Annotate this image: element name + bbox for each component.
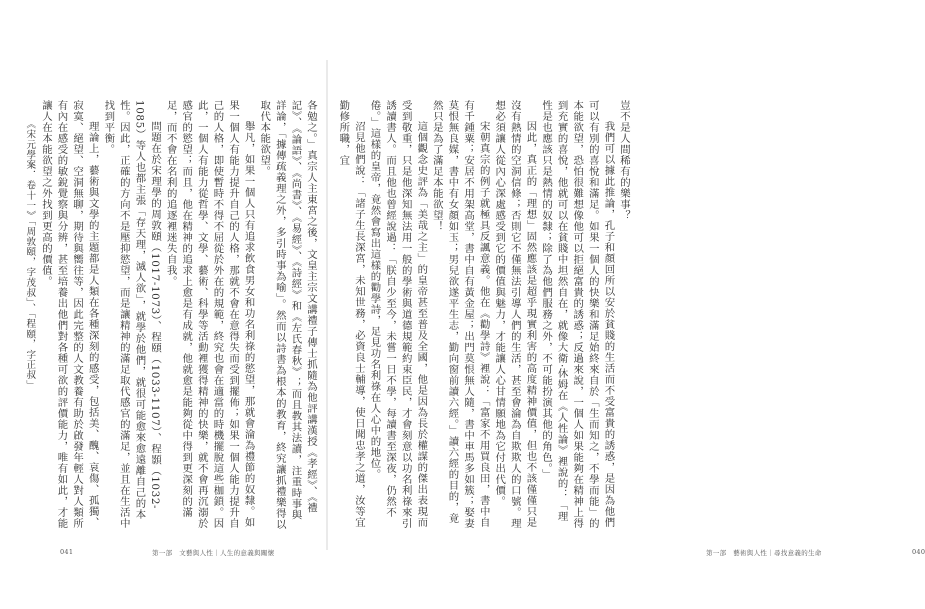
paragraph: 各勉之。」真宗人主東宮之後，文皇主宗文講禮子傳士抓隨為他評講漢授《孝經》、《禮記》、《論語》、《尚書》、《易經》、《詩經》和《左氏春秋》；而且教其法讀，注重時事與詳論，「據傳疏義理之外，多引時事為喻」。然而以詩書為根本的教育，終究讓抓禮樂得以取代本能欲望。 [258, 100, 317, 530]
right-page-body [337, 100, 631, 530]
paragraph: 宋朝真宗的例子就極具反諷意義。他在《勸學詩》裡說：「富家不用買良田，書中自有千鍾粟；安居不用架高堂，書中自有黃金屋；出門莫恨無人隨，書中車馬多如簇；娶妻莫恨無良媒，書中有女顏如玉；男兒欲遂平生志，勤向窗前讀六經。」讀六經的目的，竟然只是為了滿足本能欲望！ [430, 100, 490, 529]
running-head: 第一部 文藝與人性｜人生的意義與關懷 [152, 549, 275, 557]
paragraph: 因此，真正的「理想」固然應該是超乎現實利害的高度精神價值，但也不該僅僅只是沒有熱情的空洞信條；否則它不僅無法引導人們的生活，甚至會淪為自欺欺人的口號。理想必須讓人從內心深處感受到它的價值與魅力，才能讓人心甘情願地為它付出代價。 [493, 100, 537, 529]
right-page [328, 0, 925, 609]
page-number: 041 [60, 548, 74, 556]
paragraph: 我們可以據此推論，孔子和顏回所以安於貧賤的生活而不受富貴的誘惑，是因為他們可以有別的喜悅和滿足。如果一個人的快樂和滿足始終來自於「生而知之，不學而能」的本能欲望，恐怕很難想像他可以拒絕富貴的誘惑；反過來說，一個人如果能夠在精神上得到充實的喜悅，他就可以在貧賤中坦然自在，就像大衛‧休姆在《人性論》裡說的：「理性是也應該只是熱情的奴隸；除了為他們服務之外，不可能扮演其他的角色。」 [540, 100, 615, 529]
left-page [0, 0, 327, 609]
paragraph: 沼見他們說：「諸子生長深宮，未知世務，必資良士輔導，使日聞忠孝之道，汝等宜勤修所職，宜 [337, 100, 365, 528]
paragraph: 理論上，藝術與文學的主題都是人類在各種深刻的感受，包括美、醜、哀傷、孤獨、寂寞、絕望、空洞無聊，期待與嚮往等，因此完整的人文教養有助於啟發年輕人對人類所有內在感受的敏銳覺察與分辨，甚至培養出他們對各種可欲的評價能力，唯有如此，才能讓人在本能欲望之外找到更高的價值。 [39, 100, 99, 529]
running-head: 第一部 藝術與人性｜尋找意義的生命 [706, 549, 822, 557]
left-page-body [24, 100, 318, 530]
paragraph: 豈不是人間稀有的樂事？ [618, 100, 630, 221]
source-note: 《宋元學案．卷十一》「周敦頤，字茂叔」、「程頤，字正叔」 [24, 119, 36, 391]
page-number: 040 [912, 548, 925, 556]
paragraph: 這個觀念史評為「美哉之主」的皇帝甚至普及全國，他是因為長於權謀的傑出表現而受到敬重，只是他深知無法用一般的學術與道德規範約束臣民，才會刻意以功名利祿來引誘讀書人。而且他也曾經說過：「朕自少至今，未嘗一日不學，每讀書至深夜，仍然不倦。」這樣的皇帝，竟然會寫出這樣的勸學詩，足見功名利祿在人心中的地位。 [368, 100, 428, 529]
paragraph: 舉凡，如果一個人只有追求飲食男女和功名利祿的慾望，那就會淪為禮節的奴隸。如果一個人有能力提升自己的人格，那就不會在意得失而受到擺佈；如果一個人能力提升自己的人格，即使暫時不得不屈從於外在的規範，終究也會在適當的時機擺脫這些枷鎖。因此，一個人有能力從哲學、文學、藝術、科學等活動裡獲得精神的快樂，就不會再沉溺於感官的慾望；而且，他在精神的追求上愈是有成就，他就愈是能夠從中得到更深刻的滿足，而不會在名利的追逐裡迷失自我。 [164, 100, 255, 529]
paragraph: 問題在於宋理學的周敦頤（1017-1073）、程頤（1033-1107）、程顥（1032-1085）等人也都主張「存天理，滅人欲」，就學於他們，就很可能愈來愈遠離自己的本性。因此，正確的方向不是壓抑慾望，而是讓精神的滿足取代感官的滿足，並且在生活中找到平衡。 [102, 100, 162, 529]
